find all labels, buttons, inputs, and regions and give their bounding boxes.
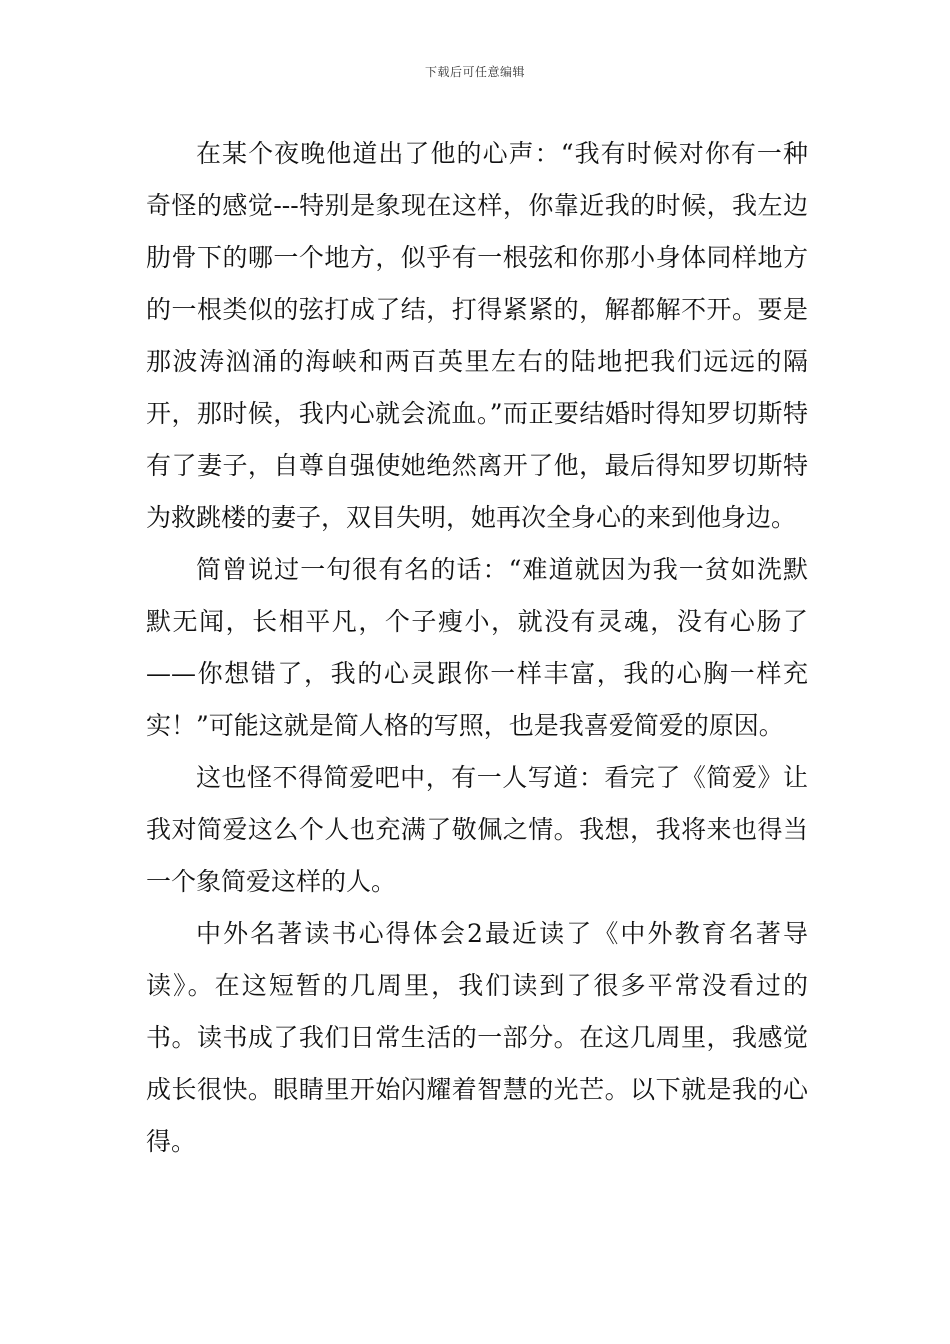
paragraph-reading-notes: 中外名著读书心得体会2最近读了《中外教育名著导读》。在这短暂的几周里，我们读到了很多平常没看过的书。读书成了我们日常生活的一部分。在这几周里，我感觉成长很快。眼睛里开始闪耀着智慧的光芒。以下就是我的心得。 bbox=[146, 919, 808, 1156]
paragraph-jane-quote: 简曾说过一句很有名的话：“难道就因为我一贫如洗默默无闻，长相平凡，个子瘦小，就没有灵魂，没有心肠了——你想错了，我的心灵跟你一样丰富，我的心胸一样充实！”可能这就是简人格的写照，也是我喜爱简爱的原因。 bbox=[146, 555, 808, 740]
page-header: 下载后可任意编辑 bbox=[424, 65, 525, 79]
paragraph-admiration: 这也怪不得简爱吧中，有一人写道：看完了《简爱》让我对简爱这么个人也充满了敬佩之情。我想，我将来也得当一个象简爱这样的人。 bbox=[146, 763, 808, 896]
document-body bbox=[146, 128, 808, 1168]
paragraph-rochester-confession: 在某个夜晚他道出了他的心声：“我有时候对你有一种奇怪的感觉---特别是象现在这样，你靠近我的时候，我左边肋骨下的哪一个地方，似乎有一根弦和你那小身体同样地方的一根类似的弦打成了结，打得紧紧的，解都解不开。要是那波涛汹涌的海峡和两百英里左右的陆地把我们远远的隔开，那时候，我内心就会流血。”而正要结婚时得知罗切斯特有了妻子，自尊自强使她绝然离开了他，最后得知罗切斯特为救跳楼的妻子，双目失明，她再次全身心的来到他身边。 bbox=[146, 139, 808, 532]
